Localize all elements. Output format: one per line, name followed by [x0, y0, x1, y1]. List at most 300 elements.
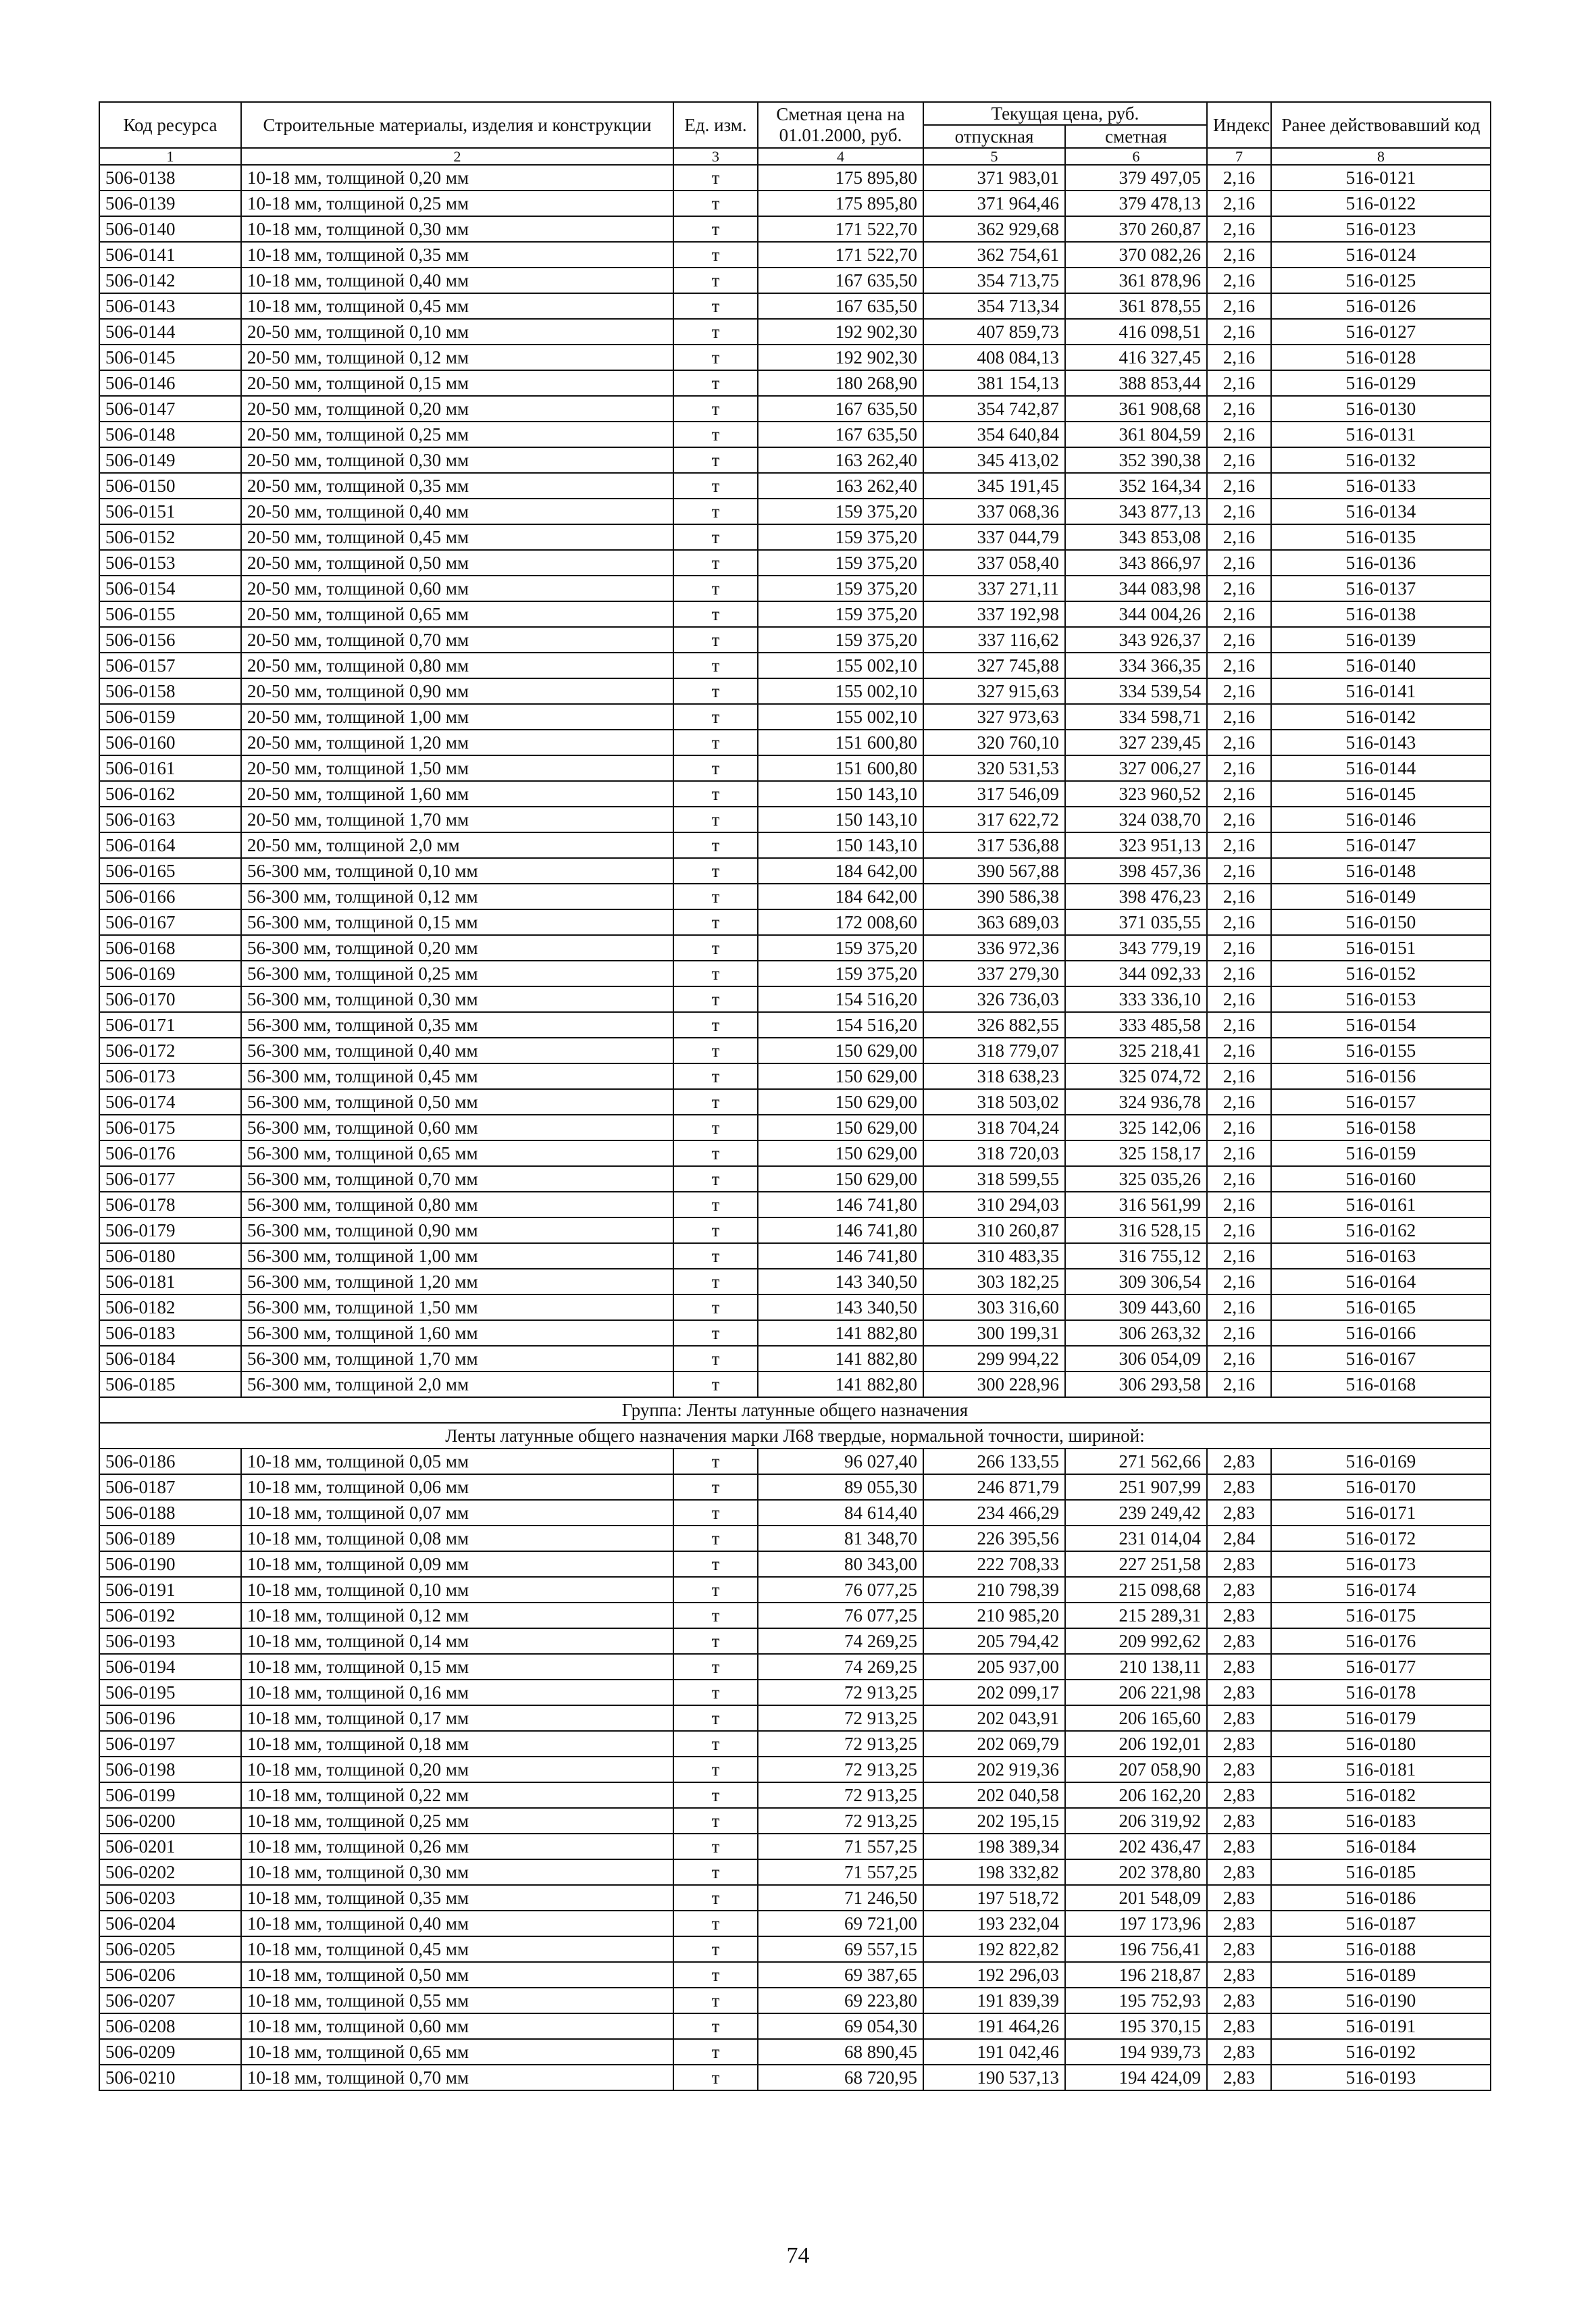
resource-code: 506-0202 — [99, 1859, 241, 1885]
estimate-price: 316 561,99 — [1065, 1192, 1207, 1217]
unit: т — [673, 1885, 758, 1911]
resource-code: 506-0178 — [99, 1192, 241, 1217]
table-row — [99, 1654, 1491, 1680]
table-row — [99, 1449, 1491, 1474]
resource-code: 506-0207 — [99, 1988, 241, 2013]
base-price: 68 720,95 — [758, 2065, 923, 2090]
base-price: 150 143,10 — [758, 832, 923, 858]
base-price: 69 054,30 — [758, 2013, 923, 2039]
material-name: 56-300 мм, толщиной 0,20 мм — [241, 935, 673, 961]
estimate-price: 316 755,12 — [1065, 1243, 1207, 1269]
material-name: 10-18 мм, толщиной 0,07 мм — [241, 1500, 673, 1526]
resource-code: 506-0168 — [99, 935, 241, 961]
estimate-price: 370 260,87 — [1065, 216, 1207, 242]
estimate-price: 309 306,54 — [1065, 1269, 1207, 1294]
unit: т — [673, 1962, 758, 1988]
base-price: 74 269,25 — [758, 1628, 923, 1654]
resource-code: 506-0174 — [99, 1089, 241, 1115]
material-name: 56-300 мм, толщиной 1,60 мм — [241, 1320, 673, 1346]
sale-price: 190 537,13 — [923, 2065, 1065, 2090]
base-price: 150 629,00 — [758, 1063, 923, 1089]
material-name: 56-300 мм, толщиной 1,20 мм — [241, 1269, 673, 1294]
sale-price: 192 296,03 — [923, 1962, 1065, 1988]
resource-code: 506-0188 — [99, 1500, 241, 1526]
estimate-price: 323 960,52 — [1065, 781, 1207, 807]
unit: т — [673, 1628, 758, 1654]
index-value: 2,83 — [1207, 1936, 1271, 1962]
previous-code: 516-0121 — [1271, 165, 1491, 191]
previous-code: 516-0193 — [1271, 2065, 1491, 2090]
estimate-price: 325 158,17 — [1065, 1140, 1207, 1166]
estimate-price: 206 165,60 — [1065, 1705, 1207, 1731]
unit: т — [673, 2013, 758, 2039]
estimate-price: 316 528,15 — [1065, 1217, 1207, 1243]
resource-code: 506-0166 — [99, 884, 241, 909]
estimate-price: 361 878,55 — [1065, 293, 1207, 319]
resource-code: 506-0204 — [99, 1911, 241, 1936]
sale-price: 205 794,42 — [923, 1628, 1065, 1654]
estimate-price: 343 926,37 — [1065, 627, 1207, 653]
previous-code: 516-0146 — [1271, 807, 1491, 832]
column-number: 3 — [673, 148, 758, 165]
table-row — [99, 1962, 1491, 1988]
table-row — [99, 1346, 1491, 1372]
unit: т — [673, 807, 758, 832]
unit: т — [673, 1089, 758, 1115]
estimate-price: 379 497,05 — [1065, 165, 1207, 191]
sale-price: 202 043,91 — [923, 1705, 1065, 1731]
material-name: 10-18 мм, толщиной 0,14 мм — [241, 1628, 673, 1654]
estimate-price: 306 263,32 — [1065, 1320, 1207, 1346]
previous-code: 516-0152 — [1271, 961, 1491, 986]
previous-code: 516-0157 — [1271, 1089, 1491, 1115]
index-value: 2,16 — [1207, 807, 1271, 832]
material-name: 56-300 мм, толщиной 1,50 мм — [241, 1294, 673, 1320]
sale-price: 318 720,03 — [923, 1140, 1065, 1166]
index-value: 2,83 — [1207, 1988, 1271, 2013]
index-value: 2,84 — [1207, 1526, 1271, 1551]
material-name: 20-50 мм, толщиной 0,60 мм — [241, 576, 673, 601]
estimate-price: 271 562,66 — [1065, 1449, 1207, 1474]
previous-code: 516-0127 — [1271, 319, 1491, 345]
resource-code: 506-0167 — [99, 909, 241, 935]
table-row — [99, 730, 1491, 755]
table-row — [99, 1808, 1491, 1834]
unit: т — [673, 1859, 758, 1885]
material-name: 10-18 мм, толщиной 0,17 мм — [241, 1705, 673, 1731]
resource-code: 506-0139 — [99, 191, 241, 216]
index-value: 2,83 — [1207, 1654, 1271, 1680]
sale-price: 191 839,39 — [923, 1988, 1065, 2013]
unit: т — [673, 730, 758, 755]
index-value: 2,16 — [1207, 884, 1271, 909]
column-number: 4 — [758, 148, 923, 165]
sale-price: 381 154,13 — [923, 370, 1065, 396]
material-name: 10-18 мм, толщиной 0,65 мм — [241, 2039, 673, 2065]
material-name: 56-300 мм, толщиной 0,80 мм — [241, 1192, 673, 1217]
base-price: 71 557,25 — [758, 1834, 923, 1859]
column-number: 7 — [1207, 148, 1271, 165]
resource-code: 506-0176 — [99, 1140, 241, 1166]
table-row — [99, 1526, 1491, 1551]
estimate-price: 206 221,98 — [1065, 1680, 1207, 1705]
previous-code: 516-0136 — [1271, 550, 1491, 576]
page-number: 74 — [786, 2243, 810, 2268]
estimate-price: 334 539,54 — [1065, 678, 1207, 704]
base-price: 150 143,10 — [758, 807, 923, 832]
base-price: 146 741,80 — [758, 1243, 923, 1269]
material-name: 10-18 мм, толщиной 0,08 мм — [241, 1526, 673, 1551]
material-name: 10-18 мм, толщиной 0,35 мм — [241, 1885, 673, 1911]
index-value: 2,16 — [1207, 1115, 1271, 1140]
previous-code: 516-0145 — [1271, 781, 1491, 807]
column-number: 8 — [1271, 148, 1491, 165]
sale-price: 202 195,15 — [923, 1808, 1065, 1834]
unit: т — [673, 1140, 758, 1166]
table-row — [99, 1372, 1491, 1397]
index-value: 2,83 — [1207, 2013, 1271, 2039]
unit: т — [673, 1936, 758, 1962]
previous-code: 516-0142 — [1271, 704, 1491, 730]
estimate-price: 398 476,23 — [1065, 884, 1207, 909]
material-name: 20-50 мм, толщиной 0,20 мм — [241, 396, 673, 422]
previous-code: 516-0171 — [1271, 1500, 1491, 1526]
index-value: 2,16 — [1207, 1192, 1271, 1217]
table-row — [99, 1217, 1491, 1243]
index-value: 2,83 — [1207, 1911, 1271, 1936]
estimate-price: 201 548,09 — [1065, 1885, 1207, 1911]
material-name: 10-18 мм, толщиной 0,12 мм — [241, 1603, 673, 1628]
resource-code: 506-0161 — [99, 755, 241, 781]
sale-price: 299 994,22 — [923, 1346, 1065, 1372]
material-name: 10-18 мм, толщиной 0,25 мм — [241, 1808, 673, 1834]
base-price: 141 882,80 — [758, 1372, 923, 1397]
base-price: 167 635,50 — [758, 268, 923, 293]
index-value: 2,83 — [1207, 1705, 1271, 1731]
previous-code: 516-0160 — [1271, 1166, 1491, 1192]
estimate-price: 352 164,34 — [1065, 473, 1207, 499]
previous-code: 516-0140 — [1271, 653, 1491, 678]
estimate-price: 202 436,47 — [1065, 1834, 1207, 1859]
resource-code: 506-0172 — [99, 1038, 241, 1063]
sale-price: 210 985,20 — [923, 1603, 1065, 1628]
base-price: 172 008,60 — [758, 909, 923, 935]
index-value: 2,16 — [1207, 293, 1271, 319]
estimate-price: 333 485,58 — [1065, 1012, 1207, 1038]
previous-code: 516-0128 — [1271, 345, 1491, 370]
resource-code: 506-0143 — [99, 293, 241, 319]
table-row — [99, 1603, 1491, 1628]
material-name: 56-300 мм, толщиной 0,50 мм — [241, 1089, 673, 1115]
resource-code: 506-0159 — [99, 704, 241, 730]
resource-code: 506-0173 — [99, 1063, 241, 1089]
estimate-price: 194 939,73 — [1065, 2039, 1207, 2065]
table-row — [99, 1012, 1491, 1038]
material-name: 10-18 мм, толщиной 0,26 мм — [241, 1834, 673, 1859]
table-row — [99, 1628, 1491, 1654]
base-price: 192 902,30 — [758, 319, 923, 345]
sale-price: 354 640,84 — [923, 422, 1065, 447]
table-row — [99, 2065, 1491, 2090]
table-row — [99, 370, 1491, 396]
previous-code: 516-0168 — [1271, 1372, 1491, 1397]
sale-price: 202 099,17 — [923, 1680, 1065, 1705]
estimate-price: 306 293,58 — [1065, 1372, 1207, 1397]
resource-code: 506-0182 — [99, 1294, 241, 1320]
previous-code: 516-0191 — [1271, 2013, 1491, 2039]
resource-code: 506-0181 — [99, 1269, 241, 1294]
unit: т — [673, 1757, 758, 1782]
resource-code: 506-0140 — [99, 216, 241, 242]
index-value: 2,83 — [1207, 1782, 1271, 1808]
sale-price: 318 779,07 — [923, 1038, 1065, 1063]
table-row — [99, 1115, 1491, 1140]
sale-price: 310 483,35 — [923, 1243, 1065, 1269]
table-row — [99, 1680, 1491, 1705]
resource-code: 506-0179 — [99, 1217, 241, 1243]
header-index: Индекс — [1207, 102, 1271, 148]
table-row — [99, 1320, 1491, 1346]
sale-price: 197 518,72 — [923, 1885, 1065, 1911]
estimate-price: 210 138,11 — [1065, 1654, 1207, 1680]
table-row — [99, 396, 1491, 422]
sale-price: 310 260,87 — [923, 1217, 1065, 1243]
header-code: Код ресурса — [99, 102, 241, 148]
index-value: 2,16 — [1207, 216, 1271, 242]
table-row — [99, 1834, 1491, 1859]
table-row — [99, 1089, 1491, 1115]
estimate-price: 325 142,06 — [1065, 1115, 1207, 1140]
resource-code: 506-0200 — [99, 1808, 241, 1834]
group-title: Группа: Ленты латунные общего назначения — [99, 1397, 1491, 1423]
base-price: 175 895,80 — [758, 191, 923, 216]
index-value: 2,83 — [1207, 1551, 1271, 1577]
unit: т — [673, 1705, 758, 1731]
base-price: 141 882,80 — [758, 1320, 923, 1346]
material-name: 20-50 мм, толщиной 0,70 мм — [241, 627, 673, 653]
unit: т — [673, 961, 758, 986]
resource-code: 506-0163 — [99, 807, 241, 832]
sale-price: 337 044,79 — [923, 524, 1065, 550]
base-price: 167 635,50 — [758, 293, 923, 319]
unit: т — [673, 576, 758, 601]
resource-code: 506-0141 — [99, 242, 241, 268]
resource-code: 506-0158 — [99, 678, 241, 704]
sale-price: 317 546,09 — [923, 781, 1065, 807]
index-value: 2,16 — [1207, 832, 1271, 858]
sale-price: 327 973,63 — [923, 704, 1065, 730]
index-value: 2,83 — [1207, 1500, 1271, 1526]
estimate-price: 343 779,19 — [1065, 935, 1207, 961]
estimate-price: 227 251,58 — [1065, 1551, 1207, 1577]
price-table — [99, 101, 1491, 2091]
resource-code: 506-0209 — [99, 2039, 241, 2065]
unit: т — [673, 165, 758, 191]
material-name: 20-50 мм, толщиной 0,12 мм — [241, 345, 673, 370]
estimate-price: 324 936,78 — [1065, 1089, 1207, 1115]
unit: т — [673, 1063, 758, 1089]
index-value: 2,16 — [1207, 1372, 1271, 1397]
unit: т — [673, 1115, 758, 1140]
material-name: 10-18 мм, толщиной 0,06 мм — [241, 1474, 673, 1500]
previous-code: 516-0180 — [1271, 1731, 1491, 1757]
table-row — [99, 499, 1491, 524]
base-price: 171 522,70 — [758, 242, 923, 268]
index-value: 2,16 — [1207, 704, 1271, 730]
unit: т — [673, 499, 758, 524]
unit: т — [673, 216, 758, 242]
sale-price: 337 271,11 — [923, 576, 1065, 601]
table-row — [99, 2013, 1491, 2039]
index-value: 2,16 — [1207, 576, 1271, 601]
resource-code: 506-0196 — [99, 1705, 241, 1731]
index-value: 2,16 — [1207, 319, 1271, 345]
index-value: 2,83 — [1207, 1577, 1271, 1603]
material-name: 10-18 мм, толщиной 0,05 мм — [241, 1449, 673, 1474]
previous-code: 516-0131 — [1271, 422, 1491, 447]
sale-price: 192 822,82 — [923, 1936, 1065, 1962]
resource-code: 506-0190 — [99, 1551, 241, 1577]
sale-price: 191 464,26 — [923, 2013, 1065, 2039]
index-value: 2,16 — [1207, 473, 1271, 499]
estimate-price: 398 457,36 — [1065, 858, 1207, 884]
sale-price: 327 915,63 — [923, 678, 1065, 704]
estimate-price: 202 378,80 — [1065, 1859, 1207, 1885]
sale-price: 337 068,36 — [923, 499, 1065, 524]
material-name: 56-300 мм, толщиной 1,00 мм — [241, 1243, 673, 1269]
table-row — [99, 422, 1491, 447]
table-row — [99, 678, 1491, 704]
sale-price: 202 040,58 — [923, 1782, 1065, 1808]
material-name: 10-18 мм, толщиной 0,40 мм — [241, 1911, 673, 1936]
previous-code: 516-0149 — [1271, 884, 1491, 909]
previous-code: 516-0183 — [1271, 1808, 1491, 1834]
estimate-price: 195 752,93 — [1065, 1988, 1207, 2013]
resource-code: 506-0183 — [99, 1320, 241, 1346]
index-value: 2,16 — [1207, 268, 1271, 293]
material-name: 56-300 мм, толщиной 0,15 мм — [241, 909, 673, 935]
index-value: 2,16 — [1207, 370, 1271, 396]
table-body-strips-a — [99, 165, 1491, 1397]
table-row — [99, 807, 1491, 832]
table-body-strips-b — [99, 1449, 1491, 2090]
table-row — [99, 345, 1491, 370]
material-name: 10-18 мм, толщиной 0,22 мм — [241, 1782, 673, 1808]
resource-code: 506-0197 — [99, 1731, 241, 1757]
estimate-price: 197 173,96 — [1065, 1911, 1207, 1936]
header-current-price: Текущая цена, руб. — [923, 102, 1207, 125]
table-header — [99, 102, 1491, 165]
previous-code: 516-0174 — [1271, 1577, 1491, 1603]
sale-price: 327 745,88 — [923, 653, 1065, 678]
resource-code: 506-0153 — [99, 550, 241, 576]
unit: т — [673, 1782, 758, 1808]
sale-price: 363 689,03 — [923, 909, 1065, 935]
index-value: 2,16 — [1207, 1038, 1271, 1063]
resource-code: 506-0162 — [99, 781, 241, 807]
sale-price: 326 736,03 — [923, 986, 1065, 1012]
estimate-price: 361 878,96 — [1065, 268, 1207, 293]
previous-code: 516-0185 — [1271, 1859, 1491, 1885]
table-row — [99, 319, 1491, 345]
unit: т — [673, 986, 758, 1012]
unit: т — [673, 1988, 758, 2013]
index-value: 2,16 — [1207, 345, 1271, 370]
previous-code: 516-0139 — [1271, 627, 1491, 653]
table-row — [99, 293, 1491, 319]
base-price: 74 269,25 — [758, 1654, 923, 1680]
base-price: 81 348,70 — [758, 1526, 923, 1551]
index-value: 2,16 — [1207, 1217, 1271, 1243]
previous-code: 516-0134 — [1271, 499, 1491, 524]
base-price: 150 629,00 — [758, 1115, 923, 1140]
material-name: 10-18 мм, толщиной 0,20 мм — [241, 1757, 673, 1782]
index-value: 2,16 — [1207, 1140, 1271, 1166]
index-value: 2,83 — [1207, 1834, 1271, 1859]
previous-code: 516-0164 — [1271, 1269, 1491, 1294]
base-price: 171 522,70 — [758, 216, 923, 242]
base-price: 167 635,50 — [758, 396, 923, 422]
base-price: 72 913,25 — [758, 1782, 923, 1808]
material-name: 56-300 мм, толщиной 0,35 мм — [241, 1012, 673, 1038]
index-value: 2,83 — [1207, 1628, 1271, 1654]
table-row — [99, 1782, 1491, 1808]
base-price: 151 600,80 — [758, 730, 923, 755]
estimate-price: 206 319,92 — [1065, 1808, 1207, 1834]
estimate-price: 324 038,70 — [1065, 807, 1207, 832]
previous-code: 516-0179 — [1271, 1705, 1491, 1731]
material-name: 20-50 мм, толщиной 0,15 мм — [241, 370, 673, 396]
index-value: 2,83 — [1207, 1603, 1271, 1628]
previous-code: 516-0162 — [1271, 1217, 1491, 1243]
sale-price: 202 919,36 — [923, 1757, 1065, 1782]
unit: т — [673, 447, 758, 473]
index-value: 2,16 — [1207, 1012, 1271, 1038]
sale-price: 318 704,24 — [923, 1115, 1065, 1140]
index-value: 2,16 — [1207, 755, 1271, 781]
table-row — [99, 216, 1491, 242]
index-value: 2,16 — [1207, 1320, 1271, 1346]
sale-price: 234 466,29 — [923, 1500, 1065, 1526]
base-price: 69 387,65 — [758, 1962, 923, 1988]
group-row — [99, 1397, 1491, 1423]
previous-code: 516-0187 — [1271, 1911, 1491, 1936]
sale-price: 320 531,53 — [923, 755, 1065, 781]
sale-price: 320 760,10 — [923, 730, 1065, 755]
index-value: 2,83 — [1207, 2039, 1271, 2065]
estimate-price: 196 218,87 — [1065, 1962, 1207, 1988]
previous-code: 516-0154 — [1271, 1012, 1491, 1038]
sale-price: 354 713,34 — [923, 293, 1065, 319]
sale-price: 407 859,73 — [923, 319, 1065, 345]
unit: т — [673, 858, 758, 884]
previous-code: 516-0148 — [1271, 858, 1491, 884]
estimate-price: 333 336,10 — [1065, 986, 1207, 1012]
table-row — [99, 961, 1491, 986]
column-number: 1 — [99, 148, 241, 165]
material-name: 10-18 мм, толщиной 0,45 мм — [241, 293, 673, 319]
index-value: 2,83 — [1207, 1474, 1271, 1500]
sale-price: 317 622,72 — [923, 807, 1065, 832]
sale-price: 318 503,02 — [923, 1089, 1065, 1115]
unit: т — [673, 1654, 758, 1680]
base-price: 159 375,20 — [758, 627, 923, 653]
base-price: 84 614,40 — [758, 1500, 923, 1526]
table-row — [99, 935, 1491, 961]
unit: т — [673, 1834, 758, 1859]
base-price: 96 027,40 — [758, 1449, 923, 1474]
material-name: 20-50 мм, толщиной 0,25 мм — [241, 422, 673, 447]
